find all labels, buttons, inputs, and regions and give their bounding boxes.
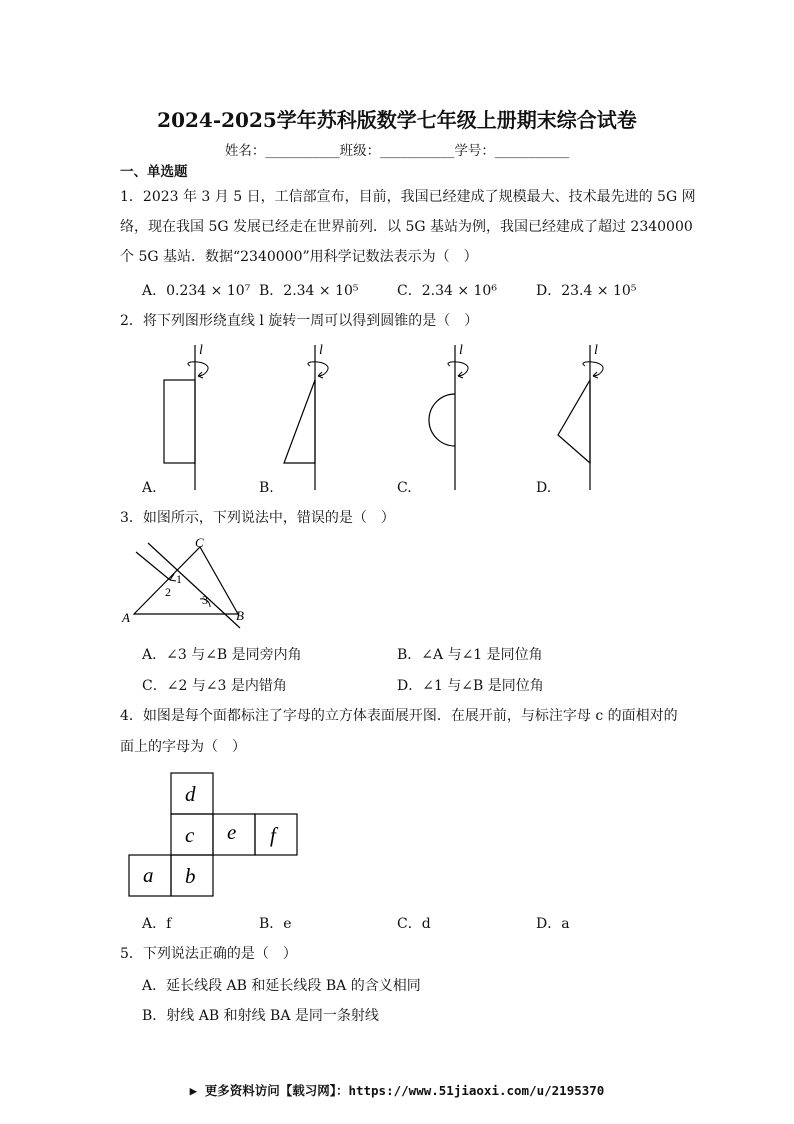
q3-label-b: B bbox=[236, 608, 244, 623]
q3-option-b: B．∠A 与∠1 是同位角 bbox=[397, 647, 543, 663]
q3-label-a: A bbox=[122, 610, 130, 625]
q4-option-b: B．e bbox=[259, 916, 292, 932]
q2-figure-b bbox=[270, 340, 340, 495]
q3-option-c: C．∠2 与∠3 是内错角 bbox=[142, 678, 287, 694]
q2-axis-label-d: l bbox=[594, 343, 598, 358]
q3-angle-1: 1 bbox=[176, 572, 182, 586]
q4-option-d: D．a bbox=[536, 916, 570, 932]
q3-angle-2: 2 bbox=[165, 585, 171, 599]
q4-cube-net bbox=[128, 772, 303, 900]
q4-face-e: e bbox=[227, 820, 237, 844]
q5-option-a: A．延长线段 AB 和延长线段 BA 的含义相同 bbox=[142, 978, 421, 994]
q1-option-a: A．0.234 × 10⁷ bbox=[142, 283, 251, 299]
q4-face-f: f bbox=[270, 823, 276, 847]
q1-line3: 个 5G 基站．数据“2340000”用科学记数法表示为（ ） bbox=[120, 249, 478, 265]
q2-figure-d bbox=[545, 340, 615, 495]
q4-face-c: c bbox=[185, 823, 195, 847]
q2-figure-a bbox=[150, 340, 220, 495]
q3-stem: 3．如图所示，下列说法中，错误的是（ ） bbox=[120, 510, 395, 526]
q4-face-d: d bbox=[185, 782, 196, 806]
q4-option-c: C．d bbox=[397, 916, 431, 932]
q2-axis-label-c: l bbox=[459, 343, 463, 358]
q1-option-b: B．2.34 × 10⁵ bbox=[259, 283, 359, 299]
section-heading: 一、单选题 bbox=[120, 164, 188, 180]
q2-figure-c bbox=[410, 340, 480, 495]
q3-option-a: A．∠3 与∠B 是同旁内角 bbox=[142, 647, 302, 663]
q1-option-c: C．2.34 × 10⁶ bbox=[397, 283, 497, 299]
q2-option-d: D. bbox=[536, 480, 552, 496]
q3-option-d: D．∠1 与∠B 是同位角 bbox=[397, 678, 544, 694]
q2-option-c: C. bbox=[397, 480, 412, 496]
q2-stem: 2．将下列图形绕直线 l 旋转一周可以得到圆锥的是（ ） bbox=[120, 313, 479, 329]
student-info-line: 姓名：___________班级：___________学号：___________ bbox=[224, 143, 570, 159]
q1-line2: 络，现在我国 5G 发展已经走在世界前列．以 5G 基站为例，我国已经建成了超过 2340000 bbox=[120, 219, 693, 235]
footer-link[interactable]: ▶ 更多资料访问【载习网】：https://www.51jiaoxi.com/u/2195370 bbox=[189, 1083, 605, 1098]
q4-face-a: a bbox=[143, 863, 154, 887]
q1-line1: 1．2023 年 3 月 5 日，工信部宣布，目前，我国已经建成了规模最大、技术最先进的 5G 网 bbox=[120, 189, 696, 205]
q3-angle-3: 3 bbox=[202, 593, 208, 607]
q4-line2: 面上的字母为（ ） bbox=[120, 739, 246, 755]
q3-label-c: C bbox=[195, 535, 204, 550]
q5-option-b: B．射线 AB 和射线 BA 是同一条射线 bbox=[142, 1008, 379, 1024]
q4-option-a: A．f bbox=[142, 916, 172, 932]
q2-option-a: A. bbox=[142, 480, 157, 496]
q2-option-b: B. bbox=[259, 480, 274, 496]
q3-triangle-figure bbox=[118, 534, 258, 629]
page-title: 2024-2025学年苏科版数学七年级上册期末综合试卷 bbox=[157, 108, 637, 132]
q5-stem: 5．下列说法正确的是（ ） bbox=[120, 946, 297, 962]
q2-axis-label-a: l bbox=[199, 343, 203, 358]
q4-face-b: b bbox=[185, 864, 196, 888]
q2-axis-label-b: l bbox=[319, 343, 323, 358]
q4-line1: 4．如图是每个面都标注了字母的立方体表面展开图．在展开前，与标注字母 c 的面相对的 bbox=[120, 708, 678, 724]
q1-option-d: D．23.4 × 10⁵ bbox=[536, 283, 637, 299]
